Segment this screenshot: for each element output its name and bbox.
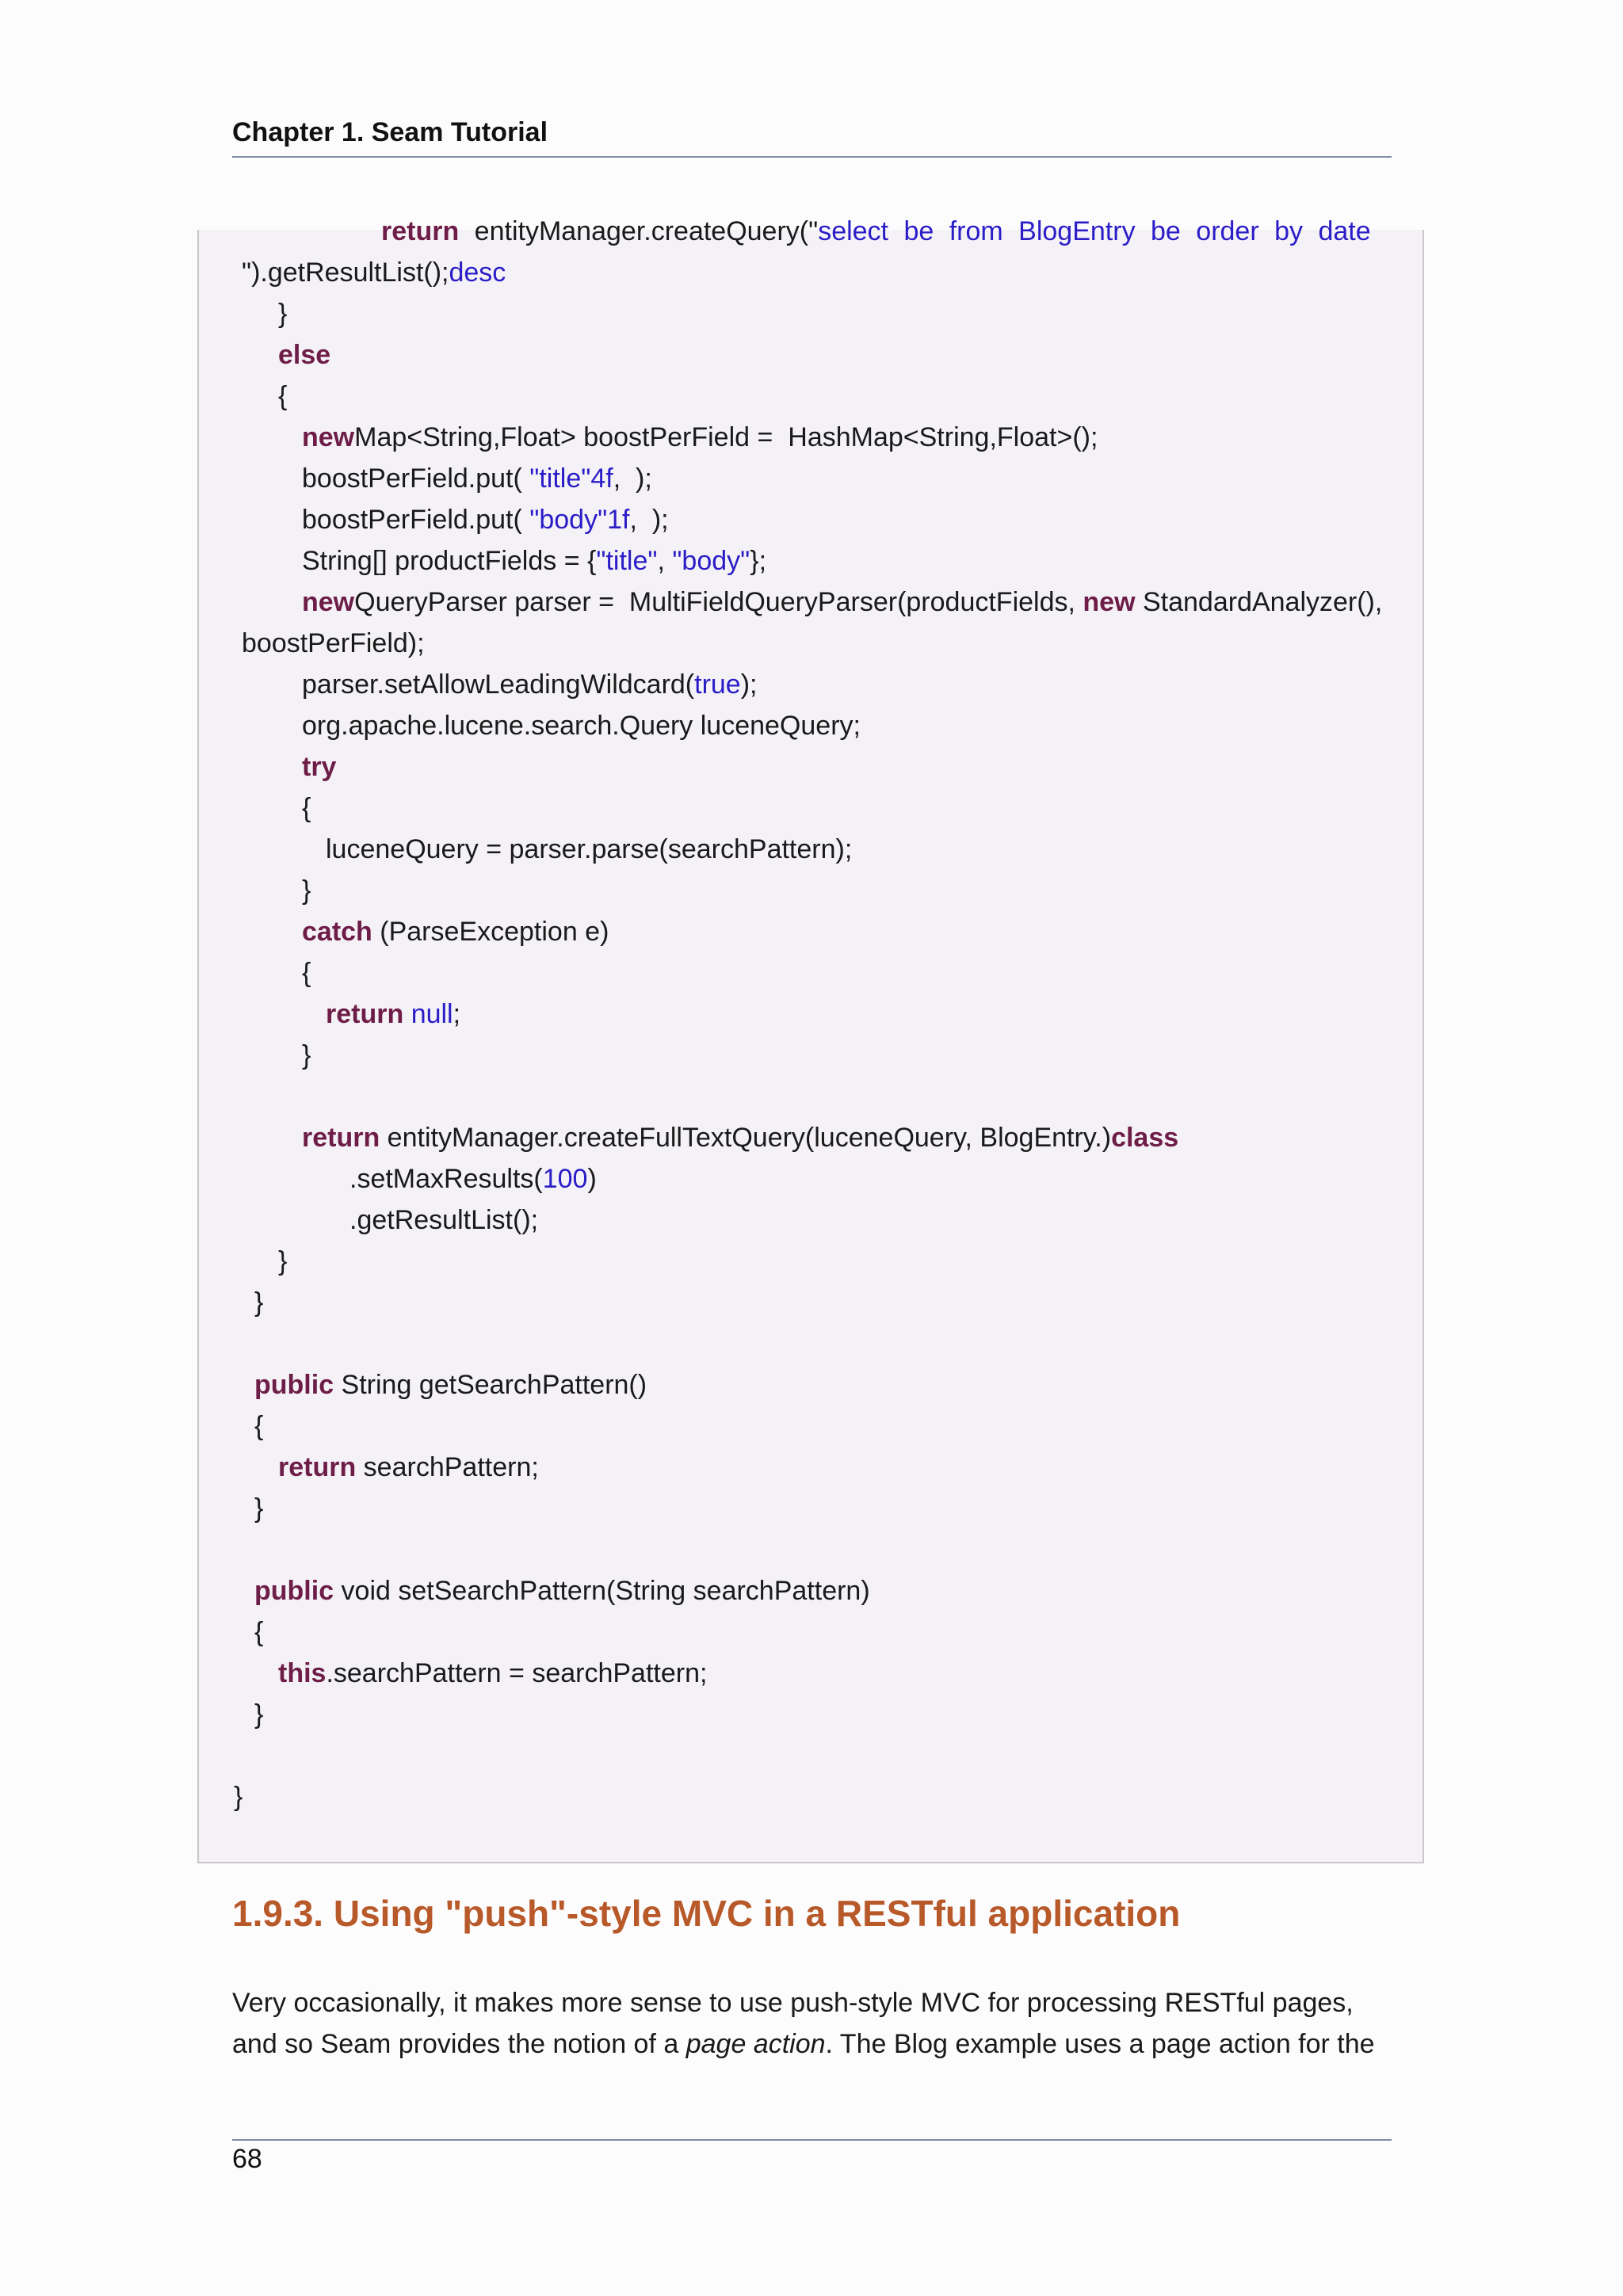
code-literal: true [694,669,741,700]
code-line [326,994,460,1035]
code-keyword: new [302,422,355,452]
code-text: .searchPattern = searchPattern; [326,1658,708,1688]
code-text: { [302,793,311,823]
code-literal: "body" [672,546,750,576]
code-keyword: return [302,1123,380,1153]
code-line [278,1241,287,1282]
code-line [278,376,287,417]
code-text: Map<String,Float> boostPerField = [354,422,781,452]
code-listing [197,216,1424,1863]
code-text: } [278,1246,288,1276]
code-text: ; [453,999,461,1029]
code-text: , [657,546,673,576]
section-title: 1.9.3. Using "push"-style MVC in a RESTful application [232,1893,1181,1934]
paragraph-text: and so Seam provides the notion of a [232,2029,686,2059]
code-text: ); [740,669,758,700]
code-literal: "title" [596,546,658,576]
code-text: ) [1102,1123,1112,1153]
code-line [254,1364,647,1405]
code-line [349,1199,538,1241]
code-keyword: public [254,1576,334,1606]
code-text: , [613,463,628,494]
code-text: QueryParser parser = [354,587,622,617]
code-line [302,788,311,829]
code-text [403,999,411,1029]
code-keyword: public [254,1370,334,1400]
code-text: String getSearchPattern() [334,1370,647,1400]
code-text: void setSearchPattern(String searchPattern) [334,1576,870,1606]
code-text: entityManager.createQuery(" [459,216,819,246]
code-line [242,623,425,664]
code-text: { [254,1411,264,1441]
code-text: } [234,1782,243,1812]
paragraph-line [232,2023,1392,2065]
code-line [302,582,1382,623]
code-literal: null [411,999,453,1029]
code-keyword: try [302,752,337,782]
code-literal: "body" [529,505,608,535]
code-text: } [302,875,311,906]
code-text: ); [644,505,669,535]
code-keyword: return [278,1452,357,1482]
code-literal: select be from BlogEntry be order by date [818,216,1371,246]
code-text: boostPerField.put( [302,505,530,535]
code-line [302,746,336,788]
code-line [302,1117,1178,1158]
code-text: .getResultList(); [349,1205,539,1235]
code-literal: 1f [607,505,630,535]
code-text: { [302,958,311,988]
code-line [302,705,861,746]
code-text: .setMaxResults( [349,1164,543,1194]
code-text: boostPerField); [242,628,425,658]
code-line [349,1158,597,1199]
paragraph-line: Very occasionally, it makes more sense to use push-style MVC for processing RESTful pages, [232,1988,1354,2018]
code-text: ) [587,1164,597,1194]
code-line [254,1694,263,1735]
code-text: org.apache.lucene.search.Query luceneQuery; [302,711,861,741]
code-text: , [629,505,645,535]
code-text: } [302,1040,311,1070]
paragraph-text: . The Blog example uses a page action for the [825,2029,1375,2059]
code-keyword: catch [302,917,372,947]
code-line [254,1405,263,1447]
running-header: Chapter 1. Seam Tutorial [232,117,548,147]
code-line [242,252,506,293]
code-text: entityManager.createFullTextQuery(luceneQuery, BlogEntry. [380,1123,1102,1153]
code-keyword: else [278,340,331,370]
header-rule [232,156,1392,158]
code-text: parser.setAllowLeadingWildcard( [302,669,695,700]
code-line [254,1570,870,1611]
code-literal: desc [449,257,506,288]
code-line [302,870,311,911]
code-line [302,664,758,705]
code-line [302,499,669,540]
code-literal: 100 [542,1164,588,1194]
code-literal: "title" [529,463,591,494]
code-line [302,952,311,994]
code-line [278,334,330,376]
code-line [326,829,852,870]
code-line [254,1611,263,1653]
code-line [302,911,609,952]
code-keyword: new [302,587,355,617]
code-line [278,293,287,334]
code-text: { [254,1617,264,1647]
code-text: (ParseException e) [372,917,609,947]
code-text: MultiFieldQueryParser(productFields, [621,587,1083,617]
code-text: ").getResultList(); [242,257,449,288]
code-line [234,1776,242,1817]
code-text: } [254,1287,264,1318]
paragraph-emphasis: page action [685,2029,826,2059]
code-keyword: new [1083,587,1136,617]
code-text: searchPattern; [356,1452,539,1482]
code-line [278,1447,539,1488]
code-keyword: return [326,999,404,1029]
page-number: 68 [232,2144,262,2174]
code-text: luceneQuery = parser.parse(searchPattern); [326,834,853,864]
code-keyword: return [381,216,460,246]
code-text: }; [750,546,767,576]
code-text: HashMap<String,Float>(); [780,422,1098,452]
code-text: { [278,381,288,411]
code-text: boostPerField.put( [302,463,530,494]
code-line [381,211,1388,252]
footer-rule [232,2139,1392,2141]
code-line [254,1488,263,1529]
code-text: } [278,299,288,329]
code-line [302,417,1098,458]
code-text: } [254,1699,264,1730]
code-line [302,458,652,499]
code-literal: 4f [590,463,613,494]
code-keyword: this [278,1658,327,1688]
code-line [302,1035,311,1076]
code-line [254,1282,263,1323]
code-line [302,540,766,582]
code-line [278,1653,707,1694]
code-text: String[] productFields = { [302,546,597,576]
code-text: StandardAnalyzer(), [1135,587,1383,617]
code-keyword: class [1111,1123,1179,1153]
code-text: ); [628,463,652,494]
code-text: } [254,1493,264,1524]
